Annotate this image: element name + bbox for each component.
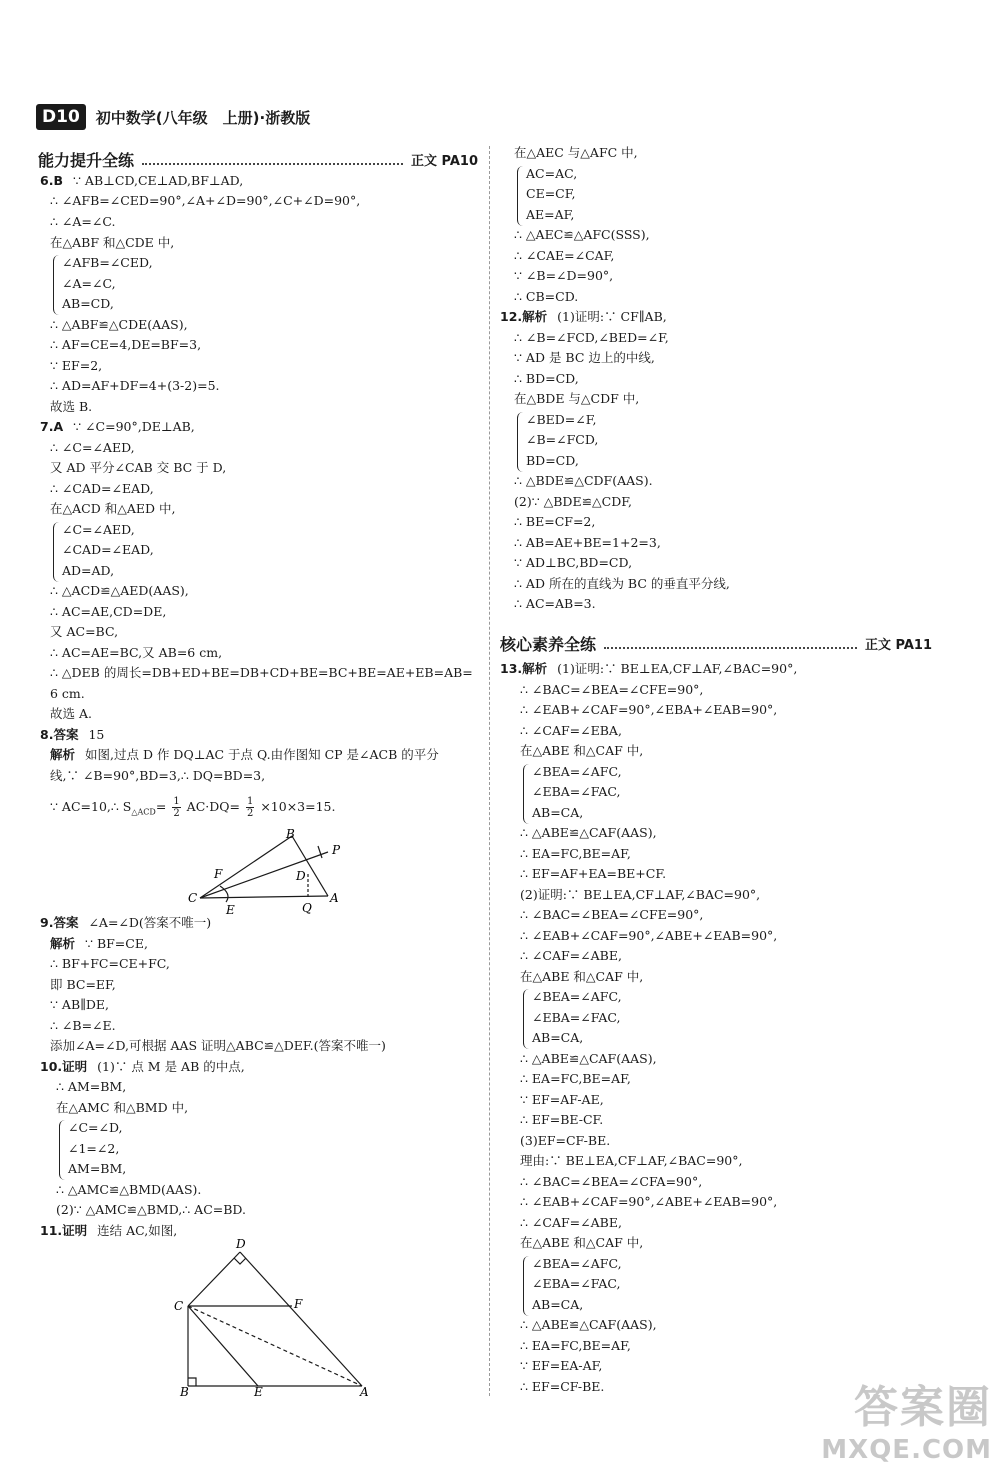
solution-text: 又 AC=BC, <box>50 624 119 639</box>
solution-text: ∴ EF=CF-BE. <box>520 1379 605 1394</box>
section-title: 核心素养全练 <box>500 635 597 654</box>
solution-line <box>50 378 220 394</box>
solution-line <box>50 501 175 517</box>
solution-text: ∵ AB∥DE, <box>50 997 110 1012</box>
solution-text: ∴ ∠AFB=∠CED=90°,∠A+∠D=90°,∠C+∠D=90°, <box>50 193 361 208</box>
solution-text: ∴ ∠C=∠AED, <box>50 440 135 455</box>
label-F: F <box>214 867 223 881</box>
solution-line <box>50 665 473 681</box>
solution-line <box>50 399 92 415</box>
fraction-half: $\frac{1}{2}$ <box>173 796 180 819</box>
solution-line <box>50 645 222 661</box>
solution-line <box>62 563 114 579</box>
label-A: A <box>330 891 339 905</box>
solution-text: 在△ABE 和△CAF 中, <box>520 969 644 984</box>
solution-line <box>520 1338 631 1354</box>
solution-text: ∴ AB=AE+BE=1+2=3, <box>514 535 661 550</box>
solution-text: ∠BEA=∠AFC, <box>532 1256 622 1271</box>
solution-line <box>56 1100 188 1116</box>
solution-line <box>50 358 102 374</box>
formula-text: AC·DQ= <box>186 799 240 814</box>
solution-text: ∴ ∠CAD=∠EAD, <box>50 481 154 496</box>
solution-text: ∠BEA=∠AFC, <box>532 764 622 779</box>
solution-line <box>40 1059 245 1075</box>
solution-text: ∠A=∠C, <box>62 276 116 291</box>
label-P: P <box>332 843 341 857</box>
solution-line <box>520 825 657 841</box>
solution-line <box>68 1120 123 1136</box>
solution-text: ∴ ∠CAE=∠CAF, <box>514 248 615 263</box>
solution-line <box>514 289 578 305</box>
solution-line <box>520 1051 657 1067</box>
solution-line <box>532 1276 620 1292</box>
solution-line <box>514 535 661 551</box>
solution-line <box>514 473 653 489</box>
solution-text: 又 AD 平分∠CAB 交 BC 于 D, <box>50 460 227 475</box>
solution-text: AB=CA, <box>532 1030 584 1045</box>
watermark-url: MXQE.COM <box>821 1435 992 1465</box>
solution-line <box>520 887 760 903</box>
solution-line <box>520 846 631 862</box>
solution-line <box>514 248 614 264</box>
solution-text: ∴ ∠CAF=∠ABE, <box>520 948 622 963</box>
book-title: 初中数学(八年级 上册)·浙教版 <box>95 108 311 127</box>
solution-text: (1)证明:∵ CF∥AB, <box>557 309 667 324</box>
system-brace <box>517 412 523 472</box>
solution-text: ∠A=∠D(答案不唯一) <box>88 915 212 930</box>
solution-text: ∠C=∠AED, <box>62 522 135 537</box>
solution-text: ∴ AC=AB=3. <box>514 596 596 611</box>
solution-line <box>532 1297 583 1313</box>
solution-line <box>532 1030 583 1046</box>
solution-text: ∵ EF=AF-AE, <box>520 1092 604 1107</box>
solution-text: ∴ CB=CD. <box>514 289 579 304</box>
system-brace <box>59 1120 65 1180</box>
solution-line <box>526 453 579 469</box>
solution-line <box>526 432 598 448</box>
solution-text: ∵ AB⊥CD,CE⊥AD,BF⊥AD, <box>72 173 244 188</box>
solution-line <box>520 1174 702 1190</box>
solution-text: ∴ ∠EAB+∠CAF=90°,∠ABE+∠EAB=90°, <box>520 928 778 943</box>
dotted-leader <box>604 639 857 649</box>
solution-line <box>68 1161 126 1177</box>
solution-line <box>40 419 195 435</box>
question-label: 7.A <box>40 419 64 434</box>
solution-line <box>62 296 114 312</box>
solution-text: ∴ AC=AE,CD=DE, <box>50 604 167 619</box>
solution-text: 理由:∵ BE⊥EA,CF⊥AF,∠BAC=90°, <box>520 1153 743 1168</box>
solution-line <box>514 371 579 387</box>
label-D: D <box>236 1238 246 1251</box>
solution-line <box>520 866 666 882</box>
label-A: A <box>360 1385 369 1398</box>
question-label: 8.答案 <box>40 727 79 742</box>
solution-text: (2)∵ △BDE≌△CDF, <box>514 494 632 509</box>
system-brace <box>523 989 529 1049</box>
solution-text: AB=CA, <box>532 805 584 820</box>
solution-text: (2)证明:∵ BE⊥EA,CF⊥AF,∠BAC=90°, <box>520 887 761 902</box>
section-header-ability <box>38 148 478 171</box>
solution-line <box>50 604 166 620</box>
solution-text: 在△ABF 和△CDE 中, <box>50 235 175 250</box>
solution-text: ∴ ∠CAF=∠EBA, <box>520 723 622 738</box>
solution-line <box>50 686 85 702</box>
solution-line <box>40 173 243 189</box>
solution-line <box>40 727 104 743</box>
solution-line <box>56 1202 246 1218</box>
solution-text: ∴ ∠BAC=∠BEA=∠CFE=90°, <box>520 907 704 922</box>
dotted-leader <box>142 155 403 165</box>
solution-line <box>520 1358 602 1374</box>
solution-text: ∴ BD=CD, <box>514 371 579 386</box>
formula-text: ×10×3=15. <box>260 799 336 814</box>
formula-text: = <box>155 799 167 814</box>
solution-line <box>514 391 639 407</box>
solution-text: ∠B=∠FCD, <box>526 432 599 447</box>
solution-line <box>50 460 226 476</box>
solution-text: 故选 B. <box>50 399 93 414</box>
solution-text: AE=AF, <box>526 207 575 222</box>
solution-text: ∴ △AMC≌△BMD(AAS). <box>56 1182 202 1197</box>
solution-text: ∴ ∠B=∠FCD,∠BED=∠F, <box>514 330 669 345</box>
label-C: C <box>188 891 198 905</box>
solution-text: AC=AC, <box>526 166 578 181</box>
solution-text: 在△ACD 和△AED 中, <box>50 501 176 516</box>
label-E: E <box>254 1385 263 1398</box>
solution-line <box>50 1018 116 1034</box>
solution-text: ∴ ∠BAC=∠BEA=∠CFA=90°, <box>520 1174 703 1189</box>
solution-text: ∠C=∠D, <box>68 1120 123 1135</box>
solution-text: ∴ EA=FC,BE=AF, <box>520 1338 631 1353</box>
solution-text: ∴ ∠BAC=∠BEA=∠CFE=90°, <box>520 682 704 697</box>
solution-line <box>520 969 643 985</box>
solution-text: ∴ AC=AE=BC,又 AB=6 cm, <box>50 645 223 660</box>
solution-text: ∴ BF+FC=CE+FC, <box>50 956 170 971</box>
solution-text: ∵ ∠B=∠D=90°, <box>514 268 614 283</box>
system-brace <box>523 764 529 824</box>
solution-line <box>520 743 643 759</box>
solution-line <box>520 907 703 923</box>
solution-text: BD=CD, <box>526 453 579 468</box>
fraction-half: $\frac{1}{2}$ <box>246 796 254 819</box>
solution-text: (2)∵ △AMC≌△BMD,∴ AC=BD. <box>56 1202 246 1217</box>
section-ref: 正文 PA10 <box>410 154 478 169</box>
solution-text: ∴ EA=FC,BE=AF, <box>520 1071 631 1086</box>
solution-line <box>50 1038 386 1054</box>
solution-text: ∠BED=∠F, <box>526 412 597 427</box>
formula-subscript: △ACD <box>131 807 156 817</box>
solution-line <box>526 412 596 428</box>
solution-line <box>50 317 188 333</box>
solution-line <box>532 764 622 780</box>
solution-text: (1)∵ 点 M 是 AB 的中点, <box>97 1059 245 1074</box>
solution-text: ∴ BE=CF=2, <box>514 514 596 529</box>
label-D: D <box>296 869 306 883</box>
solution-text: ∴ ∠B=∠E. <box>50 1018 116 1033</box>
solution-line <box>40 915 211 931</box>
label-F: F <box>294 1297 303 1311</box>
solution-line <box>56 1079 126 1095</box>
system-brace <box>53 522 59 582</box>
solution-text: ∴ ∠EAB+∠CAF=90°,∠EBA+∠EAB=90°, <box>520 702 778 717</box>
solution-line <box>50 337 201 353</box>
solution-text: ∵ ∠C=90°,DE⊥AB, <box>73 419 195 434</box>
solution-line <box>68 1141 119 1157</box>
solution-text: 在△ABE 和△CAF 中, <box>520 1235 644 1250</box>
solution-line <box>514 555 632 571</box>
solution-text: ∠EBA=∠FAC, <box>532 784 621 799</box>
page-badge: D10 <box>36 104 86 130</box>
solution-text: ∴ △ABE≌△CAF(AAS), <box>520 825 657 840</box>
solution-text: 故选 A. <box>50 706 92 721</box>
figure-q11-quadrilateral <box>170 1238 380 1398</box>
solution-text: ∠CAD=∠EAD, <box>62 542 154 557</box>
solution-text: ∵ AD⊥BC,BD=CD, <box>514 555 633 570</box>
solution-line <box>514 494 632 510</box>
solution-line <box>520 1092 604 1108</box>
solution-line <box>62 255 153 271</box>
solution-line <box>50 440 135 456</box>
solution-text: AM=BM, <box>68 1161 127 1176</box>
solution-line <box>514 145 638 161</box>
solution-text: ∴ EF=AF+EA=BE+CF. <box>520 866 667 881</box>
solution-line <box>532 805 583 821</box>
label-B: B <box>180 1385 189 1398</box>
solution-line <box>40 1223 177 1239</box>
solution-line <box>520 1317 657 1333</box>
solution-text: ∵ AD 是 BC 边上的中线, <box>514 350 655 365</box>
question-label: 解析 <box>50 747 76 762</box>
solution-text: ∴ △BDE≌△CDF(AAS). <box>514 473 653 488</box>
solution-text: ∠BEA=∠AFC, <box>532 989 622 1004</box>
solution-text: 6 cm. <box>50 686 85 701</box>
question-label: 6.B <box>40 173 63 188</box>
solution-line <box>50 583 189 599</box>
solution-line <box>56 1182 201 1198</box>
solution-text: ∴ ∠EAB+∠CAF=90°,∠ABE+∠EAB=90°, <box>520 1194 778 1209</box>
formula-text: ∵ AC=10,∴ S <box>50 799 132 814</box>
section-ref: 正文 PA11 <box>864 638 932 653</box>
solution-line <box>50 936 148 952</box>
system-brace <box>53 255 59 315</box>
solution-line <box>50 624 118 640</box>
solution-line <box>514 330 669 346</box>
solution-text: ∴ △ABF≌△CDE(AAS), <box>50 317 188 332</box>
system-brace <box>523 1256 529 1316</box>
solution-text: 在△AEC 与△AFC 中, <box>514 145 638 160</box>
solution-line <box>50 997 109 1013</box>
solution-line <box>520 1071 631 1087</box>
solution-text: 连结 AC,如图, <box>97 1223 178 1238</box>
watermark-text: 答案圈 <box>854 1382 992 1433</box>
label-Q: Q <box>302 901 312 915</box>
solution-line <box>514 596 596 612</box>
solution-text: ∴ ∠A=∠C. <box>50 214 116 229</box>
solution-text: ∠EBA=∠FAC, <box>532 1010 621 1025</box>
figure-q8-triangle <box>180 828 360 916</box>
question-label: 11.证明 <box>40 1223 88 1238</box>
solution-text: 即 BC=EF, <box>50 977 116 992</box>
solution-text: ∠EBA=∠FAC, <box>532 1276 621 1291</box>
solution-line <box>520 682 703 698</box>
system-brace <box>517 166 523 226</box>
question-label: 解析 <box>50 936 76 951</box>
label-E: E <box>226 903 235 916</box>
solution-line <box>520 1194 777 1210</box>
watermark-logo <box>821 1371 992 1465</box>
solution-line <box>520 1379 604 1395</box>
solution-text: ∴ △AEC≌△AFC(SSS), <box>514 227 650 242</box>
solution-line <box>526 166 577 182</box>
solution-line <box>62 522 135 538</box>
solution-line <box>50 977 116 993</box>
question-label: 9.答案 <box>40 915 79 930</box>
label-B: B <box>286 828 295 841</box>
solution-text: ∠1=∠2, <box>68 1141 120 1156</box>
solution-text: (1)证明:∵ BE⊥EA,CF⊥AF,∠BAC=90°, <box>557 661 798 676</box>
solution-text: ∴ AD 所在的直线为 BC 的垂直平分线, <box>514 576 730 591</box>
solution-line <box>62 276 116 292</box>
solution-line <box>532 989 622 1005</box>
section-title: 能力提升全练 <box>38 151 135 170</box>
solution-line <box>520 948 622 964</box>
solution-line <box>520 702 777 718</box>
solution-text: 线,∵ ∠B=90°,BD=3,∴ DQ=BD=3, <box>50 768 266 783</box>
solution-text: 在△AMC 和△BMD 中, <box>56 1100 189 1115</box>
solution-text: AD=AD, <box>62 563 115 578</box>
solution-text: 如图,过点 D 作 DQ⊥AC 于点 Q.由作图知 CP 是∠ACB 的平分 <box>85 747 439 762</box>
solution-line <box>520 723 622 739</box>
solution-line <box>526 207 574 223</box>
solution-text: ∴ AF=CE=4,DE=BF=3, <box>50 337 202 352</box>
solution-text: 在△ABE 和△CAF 中, <box>520 743 644 758</box>
solution-text: CE=CF, <box>526 186 576 201</box>
section-header-core <box>500 632 932 655</box>
solution-text: ∴ ∠CAF=∠ABE, <box>520 1215 622 1230</box>
solution-line <box>520 1153 742 1169</box>
solution-line <box>520 1215 622 1231</box>
solution-text: 15 <box>88 727 105 742</box>
solution-line <box>514 227 650 243</box>
solution-line <box>526 186 575 202</box>
question-label: 13.解析 <box>500 661 548 676</box>
page-header <box>36 104 310 130</box>
solution-text: ∴ AM=BM, <box>56 1079 127 1094</box>
solution-line <box>50 706 92 722</box>
solution-line <box>514 350 655 366</box>
solution-line <box>62 542 154 558</box>
solution-line <box>50 768 265 784</box>
solution-text: ∴ △DEB 的周长=DB+ED+BE=DB+CD+BE=BC+BE=AE+EB=AB= <box>50 665 473 680</box>
question-label: 12.解析 <box>500 309 548 324</box>
solution-text: AB=CA, <box>532 1297 584 1312</box>
solution-line <box>520 1133 610 1149</box>
solution-text: ∴ EA=FC,BE=AF, <box>520 846 631 861</box>
solution-line <box>532 1010 620 1026</box>
solution-line <box>532 784 620 800</box>
solution-text: AB=CD, <box>62 296 114 311</box>
solution-text: ∠AFB=∠CED, <box>62 255 153 270</box>
solution-line <box>50 214 115 230</box>
question-label: 10.证明 <box>40 1059 88 1074</box>
solution-line <box>500 309 667 325</box>
solution-text: ∵ EF=EA-AF, <box>520 1358 603 1373</box>
solution-text: ∴ △ABE≌△CAF(AAS), <box>520 1317 657 1332</box>
solution-line <box>50 747 439 763</box>
solution-line <box>500 661 797 677</box>
solution-line <box>520 1235 643 1251</box>
solution-line <box>514 576 730 592</box>
solution-line <box>532 1256 622 1272</box>
solution-text: ∴ △ABE≌△CAF(AAS), <box>520 1051 657 1066</box>
label-C: C <box>174 1299 184 1313</box>
solution-text: ∴ EF=BE-CF. <box>520 1112 604 1127</box>
solution-text: 添加∠A=∠D,可根据 AAS 证明△ABC≌△DEF.(答案不唯一) <box>50 1038 386 1053</box>
solution-line <box>50 235 174 251</box>
solution-text: 在△BDE 与△CDF 中, <box>514 391 640 406</box>
solution-line <box>50 481 154 497</box>
solution-line <box>50 956 170 972</box>
solution-text: ∵ EF=2, <box>50 358 103 373</box>
column-divider <box>489 146 490 1396</box>
solution-text: ∴ △ACD≌△AED(AAS), <box>50 583 189 598</box>
solution-line <box>514 514 595 530</box>
solution-text: ∴ AD=AF+DF=4+(3-2)=5. <box>50 378 220 393</box>
solution-line <box>514 268 613 284</box>
solution-line <box>520 1112 603 1128</box>
solution-line <box>50 193 360 209</box>
solution-text: (3)EF=CF-BE. <box>520 1133 611 1148</box>
solution-text: ∵ BF=CE, <box>85 936 148 951</box>
solution-line <box>520 928 777 944</box>
